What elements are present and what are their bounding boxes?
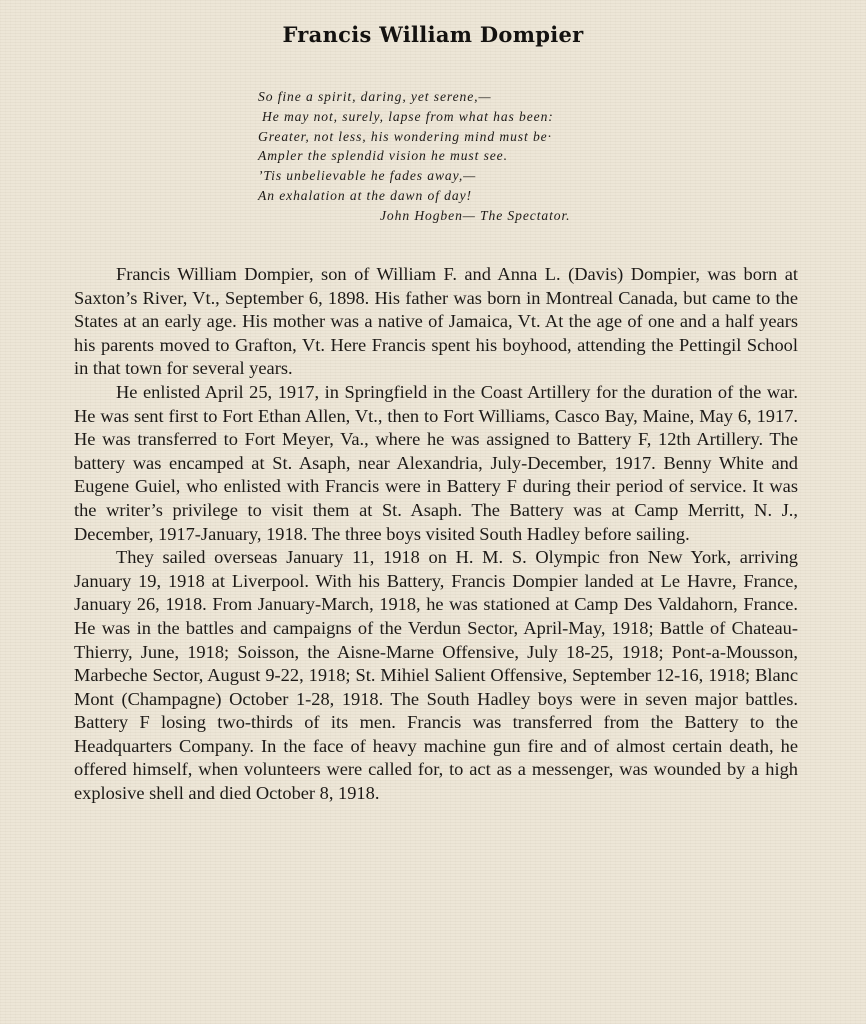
paragraph: He enlisted April 25, 1917, in Springfield in the Coast Artillery for the duration of the war. He was sent first to Fort Ethan Allen, Vt., then to Fort Williams, Casco Bay, Maine, May 6, 1917. He was transferred to Fort Meyer, Va., where he was assigned to Battery F, 12th Artillery. The battery was encamped at St. Asaph, near Alexandria, July-December, 1917. Benny White and Eugene Guiel, who enlisted with Francis were in Battery F during their period of service. It was the writer’s privilege to visit them at St. Asaph. The Battery was at Camp Merritt, N. J., December, 1917-January, 1918. The three boys visited South Hadley before sailing. bbox=[74, 381, 798, 544]
epigraph-poem bbox=[258, 87, 618, 226]
biography-text bbox=[74, 263, 798, 806]
poem-line: He may not, surely, lapse from what has been: bbox=[262, 108, 554, 124]
poem-line: Ampler the splendid vision he must see. bbox=[258, 148, 508, 164]
poem-line: An exhalation at the dawn of day! bbox=[258, 187, 472, 203]
paragraph: They sailed overseas January 11, 1918 on H. M. S. Olympic fron New York, arriving January 19, 1918 at Liverpool. With his Battery, Francis Dompier landed at Le Havre, France, January 26, 1918. From January-March, 1918, he was stationed at Camp Des Valdahorn, France. He was in the battles and campaigns of the Verdun Sector, April-May, 1918; Battle of Chateau-Thierry, June, 1918; Soisson, the Aisne-Marne Offensive, July 18-25, 1918; Pont-a-Mousson, Marbeche Sector, August 9-22, 1918; St. Mihiel Salient Offensive, September 12-16, 1918; Blanc Mont (Champagne) October 1-28, 1918. The South Hadley boys were in seven major battles. Battery F losing two-thirds of its men. Francis was transferred from the Battery to the Headquarters Company. In the face of heavy machine gun fire and of almost certain death, he offered himself, when volunteers were called for, to act as a messenger, was wounded by a high explosive shell and died October 8, 1918. bbox=[74, 547, 798, 804]
poem-line: ’Tis unbelievable he fades away,— bbox=[258, 168, 477, 184]
page-title: Francis William Dompier bbox=[282, 22, 584, 47]
poem-line: Greater, not less, his wondering mind must be· bbox=[258, 128, 552, 144]
paragraph: Francis William Dompier, son of William F. and Anna L. (Davis) Dompier, was born at Saxton’s River, Vt., September 6, 1898. His father was born in Montreal Canada, but came to the States at an early age. His mother was a native of Jamaica, Vt. At the age of one and a half years his parents moved to Grafton, Vt. Here Francis spent his boyhood, attending the Pettingil School in that town for several years. bbox=[74, 264, 798, 379]
poem-line: So fine a spirit, daring, yet serene,— bbox=[258, 89, 492, 104]
poem-attribution: John Hogben— The Spectator. bbox=[380, 207, 571, 223]
